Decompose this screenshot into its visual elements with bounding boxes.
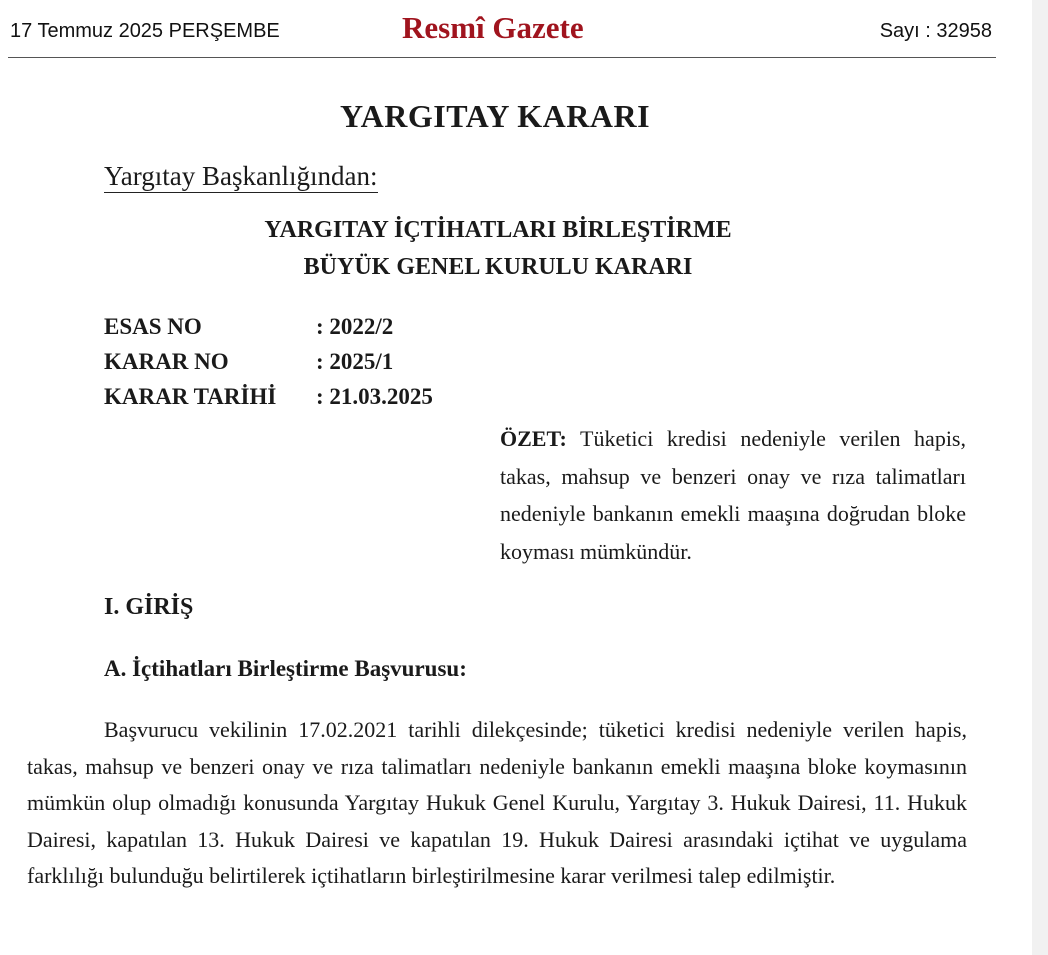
meta-row-tarih [104,379,433,414]
meta-label: ESAS NO [104,314,202,339]
issue-number: Sayı : 32958 [879,20,992,42]
gazette-title: Resmî Gazete [402,10,584,45]
decision-metadata [104,309,433,414]
meta-value: : 2025/1 [316,349,394,374]
header-date: 17 Temmuz 2025 PERŞEMBE [10,20,280,42]
board-title-line-2: BÜYÜK GENEL KURULU KARARI [303,254,693,280]
meta-row-esas [104,309,433,344]
section-title: I. GİRİŞ [104,594,194,620]
meta-value: : 21.03.2025 [316,384,433,409]
meta-label: KARAR TARİHİ [104,384,277,409]
board-title [0,212,996,286]
summary-block [500,420,966,570]
summary-text: Tüketici kredisi nedeniyle verilen hapis, takas, mahsup ve benzeri onay ve rıza talimatları nedeniyle bankanın emekli maaşına doğrudan bloke koyması mümkündür. [500,426,966,564]
header-divider [8,57,996,58]
summary-label: ÖZET: [500,426,567,451]
issuing-authority: Yargıtay Başkanlığından: [104,161,378,191]
body-paragraph: Başvurucu vekilinin 17.02.2021 tarihli dilekçesinde; tüketici kredisi nedeniyle verilen hapis, takas, mahsup ve benzeri onay ve rıza talimatları nedeniyle bankanın emekli maaşına bloke koymasının mümkün olup olmadığı konusunda Yargıtay Hukuk Genel Kurulu, Yargıtay 3. Hukuk Dairesi, 11. Hukuk Dairesi, kapatılan 13. Hukuk Dairesi ve kapatılan 19. Hukuk Dairesi arasındaki içtihat ve uygulama farklılığı bulunduğu belirtilerek içtihatların birleştirilmesine karar verilmesi talep edilmiştir. [27,717,967,888]
subsection-title: A. İçtihatları Birleştirme Başvurusu: [104,656,467,681]
meta-value: : 2022/2 [316,314,394,339]
meta-label: KARAR NO [104,349,229,374]
board-title-line-1: YARGITAY İÇTİHATLARI BİRLEŞTİRME [264,217,732,243]
document-title: YARGITAY KARARI [339,98,651,134]
meta-row-karar [104,344,433,379]
